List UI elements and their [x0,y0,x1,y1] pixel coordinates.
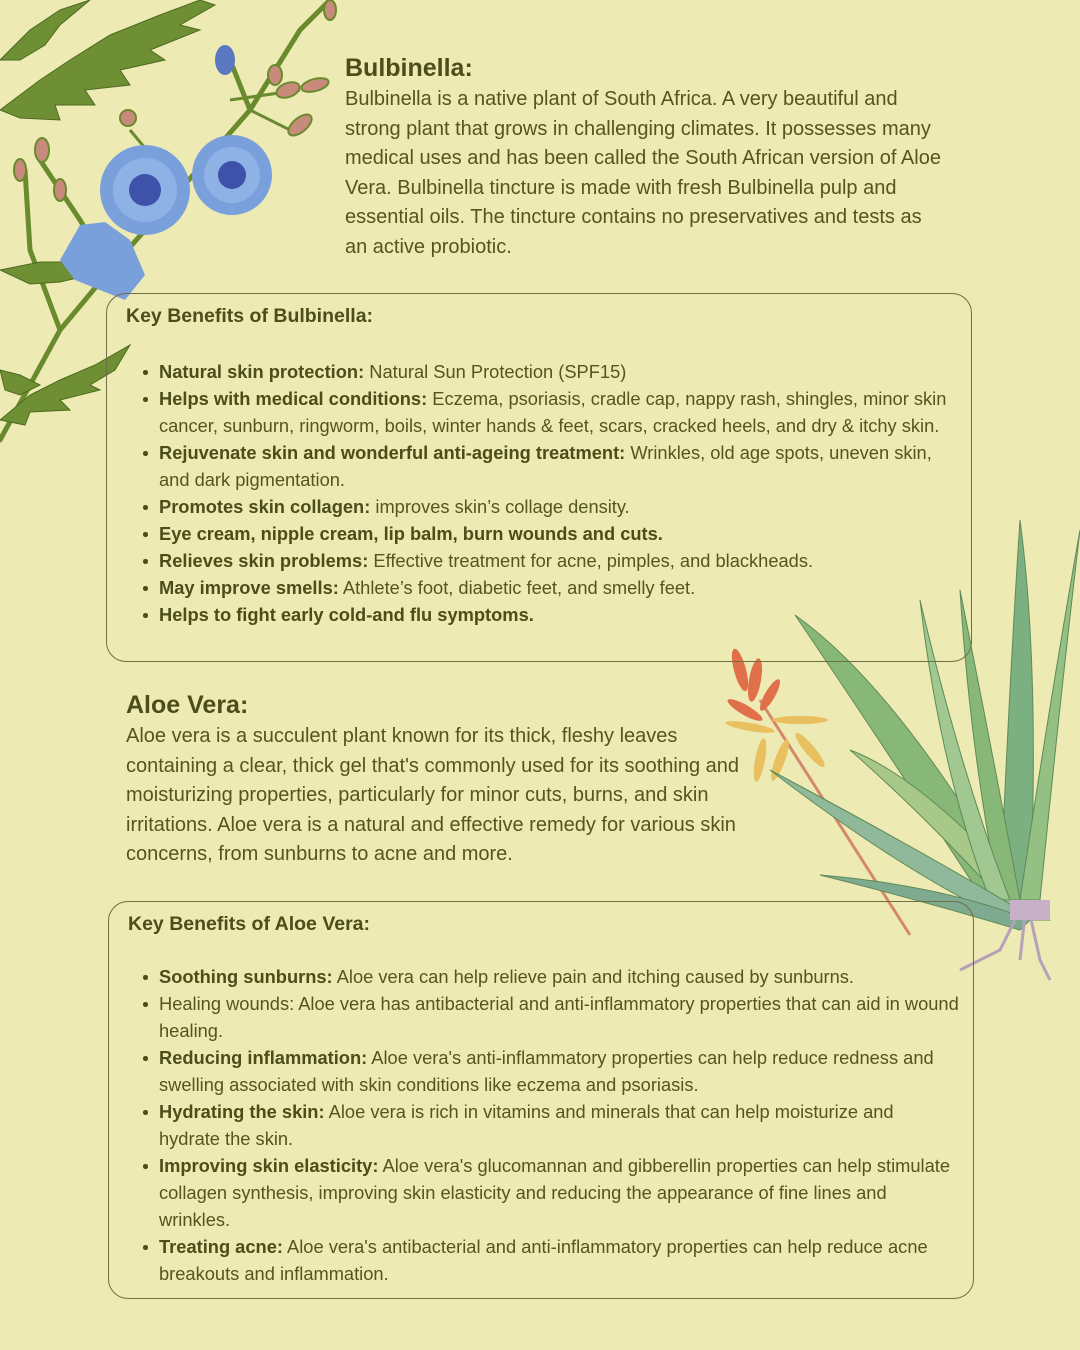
benefit-label: Helps with medical conditions: [159,388,428,409]
benefit-label: Reducing inflammation: [159,1047,368,1068]
benefit-label: Soothing sunburns: [159,966,333,987]
aloe-vera-description: Aloe vera is a succulent plant known for its thick, fleshy leaves containing a clear, thick gel that's commonly used for its soothing and moisturizing properties, particularly for minor cuts, burns, and skin irritations. Aloe vera is a natural and effective remedy for various skin concerns, from sunburns to acne and more. [126,725,740,866]
benefit-item [159,439,957,493]
benefit-text: improves skin’s collage density. [370,496,630,517]
benefit-label: Relieves skin problems: [159,550,369,571]
benefit-item [159,493,957,520]
benefit-item [159,547,957,574]
bulbinella-benefits-title: Key Benefits of Bulbinella: [126,305,374,327]
benefit-item [159,385,957,439]
aloe-vera-benefits-title: Key Benefits of Aloe Vera: [128,913,371,935]
benefit-item [159,1044,959,1098]
benefit-item [159,1152,959,1233]
benefit-text: Aloe vera's antibacterial and anti-inflammatory properties can help reduce acne breakouts and inflammation. [159,1236,928,1284]
benefit-item [159,358,957,385]
benefit-label: Improving skin elasticity: [159,1155,379,1176]
benefit-label: Promotes skin collagen: [159,496,371,517]
benefit-label: Treating acne: [159,1236,283,1257]
benefit-text: Natural Sun Protection (SPF15) [364,361,627,382]
benefit-text: Aloe vera is rich in vitamins and minerals that can help moisturize and hydrate the skin. [159,1101,894,1149]
aloe-vera-benefits-box [108,901,974,1299]
benefit-text: Aloe vera's glucomannan and gibberellin properties can help stimulate collagen synthesis, improving skin elasticity and reducing the appearance of fine lines and wrinkles. [159,1155,951,1230]
benefit-item [159,963,959,990]
benefit-item [159,520,957,547]
blue-flower-1 [100,145,190,235]
benefit-label: May improve smells: [159,577,339,598]
benefit-item [159,574,957,601]
benefit-text: Aloe vera can help relieve pain and itching caused by sunburns. [332,966,855,987]
benefit-text: Aloe vera's anti-inflammatory properties can help reduce redness and swelling associated with skin conditions like eczema and psoriasis. [159,1047,934,1095]
benefit-label: Helps to fight early cold-and flu symptoms. [159,604,534,625]
benefit-text: Eczema, psoriasis, cradle cap, nappy rash, shingles, minor skin cancer, sunburn, ringworm, boils, winter hands & feet, scars, cracked heels, and dry & itchy skin. [159,388,947,436]
benefit-text: Wrinkles, old age spots, uneven skin, and dark pigmentation. [159,442,932,490]
aloe-vera-intro [126,690,746,870]
benefit-item [159,1098,959,1152]
benefit-label: Hydrating the skin: [159,1101,325,1122]
benefit-text: Effective treatment for acne, pimples, and blackheads. [368,550,814,571]
blue-flower-3 [60,222,145,300]
bulbinella-benefits-list [159,358,957,628]
bulbinella-title: Bulbinella: [345,54,473,82]
aloe-vera-benefits-list [159,963,959,1287]
bulbinella-intro [345,53,945,263]
aloe-vera-title: Aloe Vera: [126,691,249,719]
bulbinella-description: Bulbinella is a native plant of South Africa. A very beautiful and strong plant that grows in challenging climates. It possesses many medical uses and has been called the South African version of Aloe Vera. Bulbinella tincture is made with fresh Bulbinella pulp and essential oils. The tincture contains no preservatives and tests as an active probiotic. [345,88,941,258]
benefit-label: Eye cream, nipple cream, lip balm, burn wounds and cuts. [159,523,663,544]
benefit-item [159,1233,959,1287]
benefit-text: Healing wounds: Aloe vera has antibacterial and anti-inflammatory properties that can aid in wound healing. [159,993,959,1041]
benefit-item [159,601,957,628]
benefit-label: Natural skin protection: [159,361,365,382]
benefit-text: Athlete’s foot, diabetic feet, and smelly feet. [338,577,696,598]
blue-flower-2 [192,135,272,215]
benefit-label: Rejuvenate skin and wonderful anti-ageing treatment: [159,442,626,463]
benefit-item [159,990,959,1044]
bulbinella-benefits-box [106,293,972,662]
